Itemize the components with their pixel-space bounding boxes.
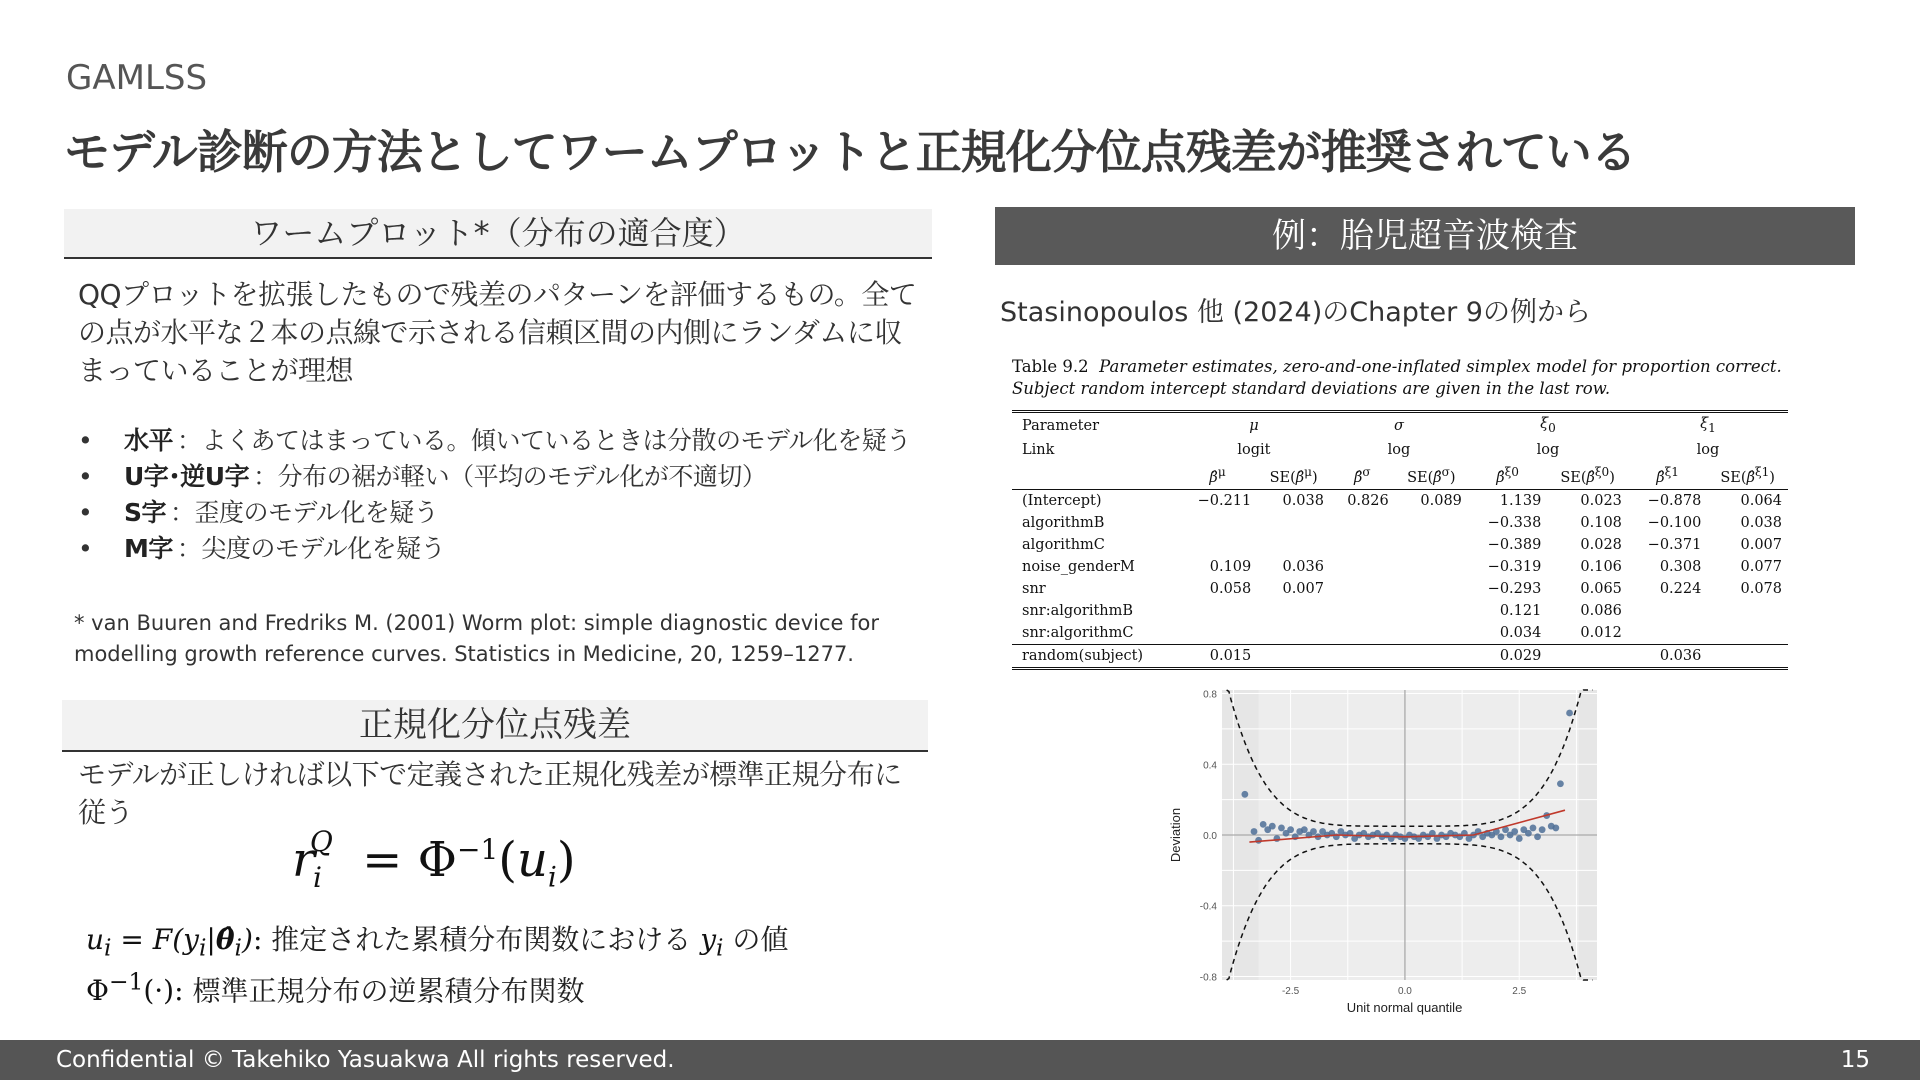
list-item [74, 495, 911, 531]
estimate-header: β̂$^{\xi 0}$ [1468, 461, 1547, 489]
reference-note: * van Buuren and Fredriks M. (2001) Worm plot: simple diagnostic device for modelling growth reference curves. Statistics in Medicine, 20, 1259–1277. [74, 611, 879, 666]
table-cell: 0.089 [1420, 492, 1462, 509]
table-cell [1395, 644, 1468, 668]
table-cell [1178, 622, 1257, 645]
table-row [1012, 600, 1788, 622]
u-definition-text: 推定された累積分布関数における [271, 923, 692, 956]
table-cell [1547, 644, 1628, 668]
residual-formula: $r_i^Q = \Phi^{-1}(u_i)$ [292, 825, 576, 894]
table-cell: 0.038 [1740, 514, 1782, 531]
table-cell: −0.100 [1647, 514, 1702, 531]
u-definition: $u_i$ = $F(y_i|\thetâ_i)$: 推定された累積分布関数における $y_i$ の値 [86, 923, 789, 962]
data-point [1278, 825, 1285, 832]
table-cell: 0.826 [1347, 492, 1389, 509]
table-cell [1257, 622, 1330, 645]
link-cell: log [1536, 441, 1560, 458]
table-cell [1395, 556, 1468, 578]
table-cell: 0.058 [1209, 580, 1252, 597]
parameter-table [1012, 410, 1788, 670]
table-cell [1257, 600, 1330, 622]
bullet-icon: • [78, 426, 93, 455]
data-point [1255, 837, 1262, 844]
table-cell [1707, 622, 1788, 645]
xi0-header: $\xi_0$ [1540, 416, 1556, 435]
table-cell: 0.065 [1580, 580, 1622, 597]
table-cell: 0.023 [1580, 492, 1622, 509]
parameter-header: Parameter [1022, 417, 1099, 434]
table-cell: −0.371 [1647, 536, 1702, 553]
example-heading: 例：胎児超音波検査 [995, 207, 1855, 265]
table-cell [1330, 534, 1395, 556]
table-cell: 1.139 [1499, 492, 1542, 509]
data-point [1269, 823, 1276, 830]
link-cell: log [1696, 441, 1720, 458]
table-cell: 0.308 [1659, 558, 1702, 575]
y-tick-label: -0.8 [1199, 972, 1217, 984]
table-cell [1257, 512, 1330, 534]
link-cell: logit [1237, 441, 1271, 458]
data-point [1273, 835, 1280, 842]
table-body [1012, 489, 1788, 668]
data-point [1552, 825, 1559, 832]
table-row [1012, 556, 1788, 578]
parameter-table-block [1012, 356, 1792, 670]
table-row [1012, 534, 1788, 556]
row-name: random(subject) [1012, 644, 1178, 668]
table-cell: 0.036 [1628, 644, 1707, 668]
pattern-term: M字 [124, 534, 173, 563]
estimate-header: β̂$^\sigma$ [1330, 461, 1395, 489]
table-cell: −0.878 [1647, 492, 1702, 509]
y-tick-label: -0.4 [1199, 901, 1217, 913]
table-cell: −0.293 [1487, 580, 1542, 597]
row-name: algorithmB [1022, 514, 1105, 531]
u-formula: $u_i$ = $F(y_i|\thetâ_i)$ [86, 923, 253, 962]
slide-subtitle: GAMLSS [66, 58, 208, 98]
table-cell [1330, 556, 1395, 578]
table-cell: −0.389 [1487, 536, 1542, 553]
table-label: Table 9.2 [1012, 357, 1089, 376]
table-header-row [1012, 412, 1788, 439]
mu-header: μ [1249, 417, 1259, 434]
footer-bar [0, 1040, 1920, 1080]
worm-pattern-list [74, 423, 911, 567]
table-cell: 0.108 [1580, 514, 1622, 531]
table-cell: 0.106 [1580, 558, 1622, 575]
row-name: snr:algorithmC [1022, 624, 1134, 641]
table-cell: 0.064 [1740, 492, 1782, 509]
table-cell: 0.015 [1178, 644, 1257, 668]
pattern-text: ：よくあてはまっている。傾いているときは分散のモデル化を疑う [177, 426, 911, 455]
slide-title: モデル診断の方法としてワームプロットと正規化分位点残差が推奨されている [64, 125, 1636, 179]
footer-text: Confidential © Takehiko Yasuakwa All rights reserved. [56, 1047, 675, 1073]
table-cell [1395, 534, 1468, 556]
table-cell [1628, 622, 1707, 645]
table-row [1012, 512, 1788, 534]
x-axis-label: Unit normal quantile [1346, 1000, 1463, 1015]
data-point [1539, 826, 1546, 833]
y-tick-label: 0.8 [1203, 689, 1217, 701]
table-cell: 0.077 [1740, 558, 1782, 575]
data-point [1557, 780, 1564, 787]
table-row [1012, 622, 1788, 645]
table-cell: 0.029 [1468, 644, 1547, 668]
table-cell [1178, 534, 1257, 556]
table-cell: 0.109 [1209, 558, 1252, 575]
pattern-term: U字･逆U字 [124, 462, 250, 491]
data-point [1525, 830, 1532, 837]
list-item [74, 423, 911, 459]
table-cell: 0.121 [1499, 602, 1542, 619]
se-header: SE(β̂$^\mu$) [1257, 461, 1330, 489]
table-cell: 0.007 [1740, 536, 1782, 553]
table-cell [1178, 512, 1257, 534]
quantile-residual-description: モデルが正しければ以下で定義された正規化残差が標準正規分布に従う [78, 758, 902, 829]
data-point [1534, 833, 1541, 840]
table-cell [1178, 600, 1257, 622]
data-point [1566, 710, 1573, 717]
phi-formula: $\Phi^{-1}(\cdot)$: [86, 968, 193, 1008]
table-cell: 0.007 [1282, 580, 1324, 597]
table-cell: 0.038 [1282, 492, 1324, 509]
table-cell [1395, 578, 1468, 600]
table-cell [1628, 600, 1707, 622]
y-tick-label: 0.0 [1203, 831, 1217, 842]
table-cell: 0.086 [1580, 602, 1622, 619]
pattern-text: ：分布の裾が軽い（平均のモデル化が不適切） [253, 462, 767, 491]
se-header: SE(β̂$^{\xi 1}$) [1707, 461, 1788, 489]
table-cell: 0.034 [1499, 624, 1542, 641]
table-cell [1395, 622, 1468, 645]
table-cell: 0.078 [1740, 580, 1782, 597]
data-point [1251, 828, 1258, 835]
table-cell: −0.211 [1197, 492, 1252, 509]
data-point [1516, 835, 1523, 842]
table-cell: 0.224 [1659, 580, 1702, 597]
phi-definition-text: 標準正規分布の逆累積分布関数 [192, 974, 585, 1008]
example-source: Stasinopoulos 他 (2024)のChapter 9の例から [1000, 297, 1591, 328]
table-cell [1257, 644, 1330, 668]
row-name: snr:algorithmB [1022, 602, 1134, 619]
row-name: noise_genderM [1022, 558, 1135, 575]
table-cell: 0.012 [1580, 624, 1622, 641]
table-cell [1330, 600, 1395, 622]
se-header: SE(β̂$^{\xi 0}$) [1547, 461, 1628, 489]
table-cell [1330, 644, 1395, 668]
table-row [1012, 489, 1788, 512]
pattern-text: ：歪度のモデル化を疑う [170, 498, 439, 527]
worm-plot-description: QQプロットを拡張したもので残差のパターンを評価するもの。全ての点が水平な２本の点線で示される信頼区間の内側にランダムに収まっていることが理想 [78, 278, 917, 387]
data-point [1241, 791, 1248, 798]
data-point [1511, 828, 1518, 835]
estimate-header: β̂$^{\xi 1}$ [1628, 461, 1707, 489]
y-axis-label: Deviation [1168, 807, 1183, 863]
data-point [1301, 826, 1308, 833]
link-cell: log [1387, 441, 1411, 458]
table-cell [1330, 512, 1395, 534]
data-point [1260, 821, 1267, 828]
worm-plot-chart [1162, 678, 1612, 1018]
table-row [1012, 578, 1788, 600]
table-cell: 0.028 [1580, 536, 1622, 553]
estimate-header: β̂$^\mu$ [1178, 461, 1257, 489]
table-estimate-header-row [1012, 461, 1788, 489]
table-row [1012, 644, 1788, 668]
table-cell [1707, 600, 1788, 622]
row-name: algorithmC [1022, 536, 1105, 553]
xi1-header: $\xi_1$ [1700, 416, 1716, 435]
table-caption [1012, 356, 1792, 400]
data-point [1498, 833, 1505, 840]
bullet-icon: • [78, 534, 93, 563]
link-header: Link [1022, 441, 1055, 458]
table-cell: −0.319 [1487, 558, 1542, 575]
table-cell [1330, 622, 1395, 645]
table-cell [1707, 644, 1788, 668]
bullet-icon: • [78, 462, 93, 491]
table-cell [1330, 578, 1395, 600]
pattern-term: 水平 [124, 426, 174, 455]
quantile-residual-heading: 正規化分位点残差 [62, 700, 928, 752]
table-cell [1395, 512, 1468, 534]
se-header: SE(β̂$^\sigma$) [1395, 461, 1468, 489]
y-tick-label: 0.4 [1203, 760, 1217, 772]
u-definition-suffix: の値 [732, 923, 789, 956]
table-link-row [1012, 439, 1788, 461]
row-name: snr [1022, 580, 1046, 597]
row-name: (Intercept) [1022, 492, 1102, 509]
list-item [74, 531, 911, 567]
worm-plot-heading: ワームプロット*（分布の適合度） [64, 209, 932, 259]
table-cell [1395, 600, 1468, 622]
x-tick-label: 2.5 [1512, 986, 1527, 997]
data-point [1287, 826, 1294, 833]
table-cell: 0.036 [1282, 558, 1324, 575]
pattern-term: S字 [124, 498, 167, 527]
bullet-icon: • [78, 498, 93, 527]
data-point [1530, 825, 1537, 832]
x-tick-label: -2.5 [1281, 986, 1300, 997]
pattern-text: ：尖度のモデル化を疑う [176, 534, 446, 563]
x-tick-label: 0.0 [1397, 986, 1412, 997]
data-point [1310, 828, 1317, 835]
page-number: 15 [1840, 1047, 1870, 1073]
table-caption-text: Parameter estimates, zero-and-one-inflated simplex model for proportion correct. Subject random intercept standard deviations are given in the last row. [1012, 357, 1782, 398]
phi-definition [86, 968, 584, 1009]
list-item [74, 459, 911, 495]
table-cell [1257, 534, 1330, 556]
sigma-header: σ [1393, 417, 1404, 434]
table-cell: −0.338 [1487, 514, 1542, 531]
